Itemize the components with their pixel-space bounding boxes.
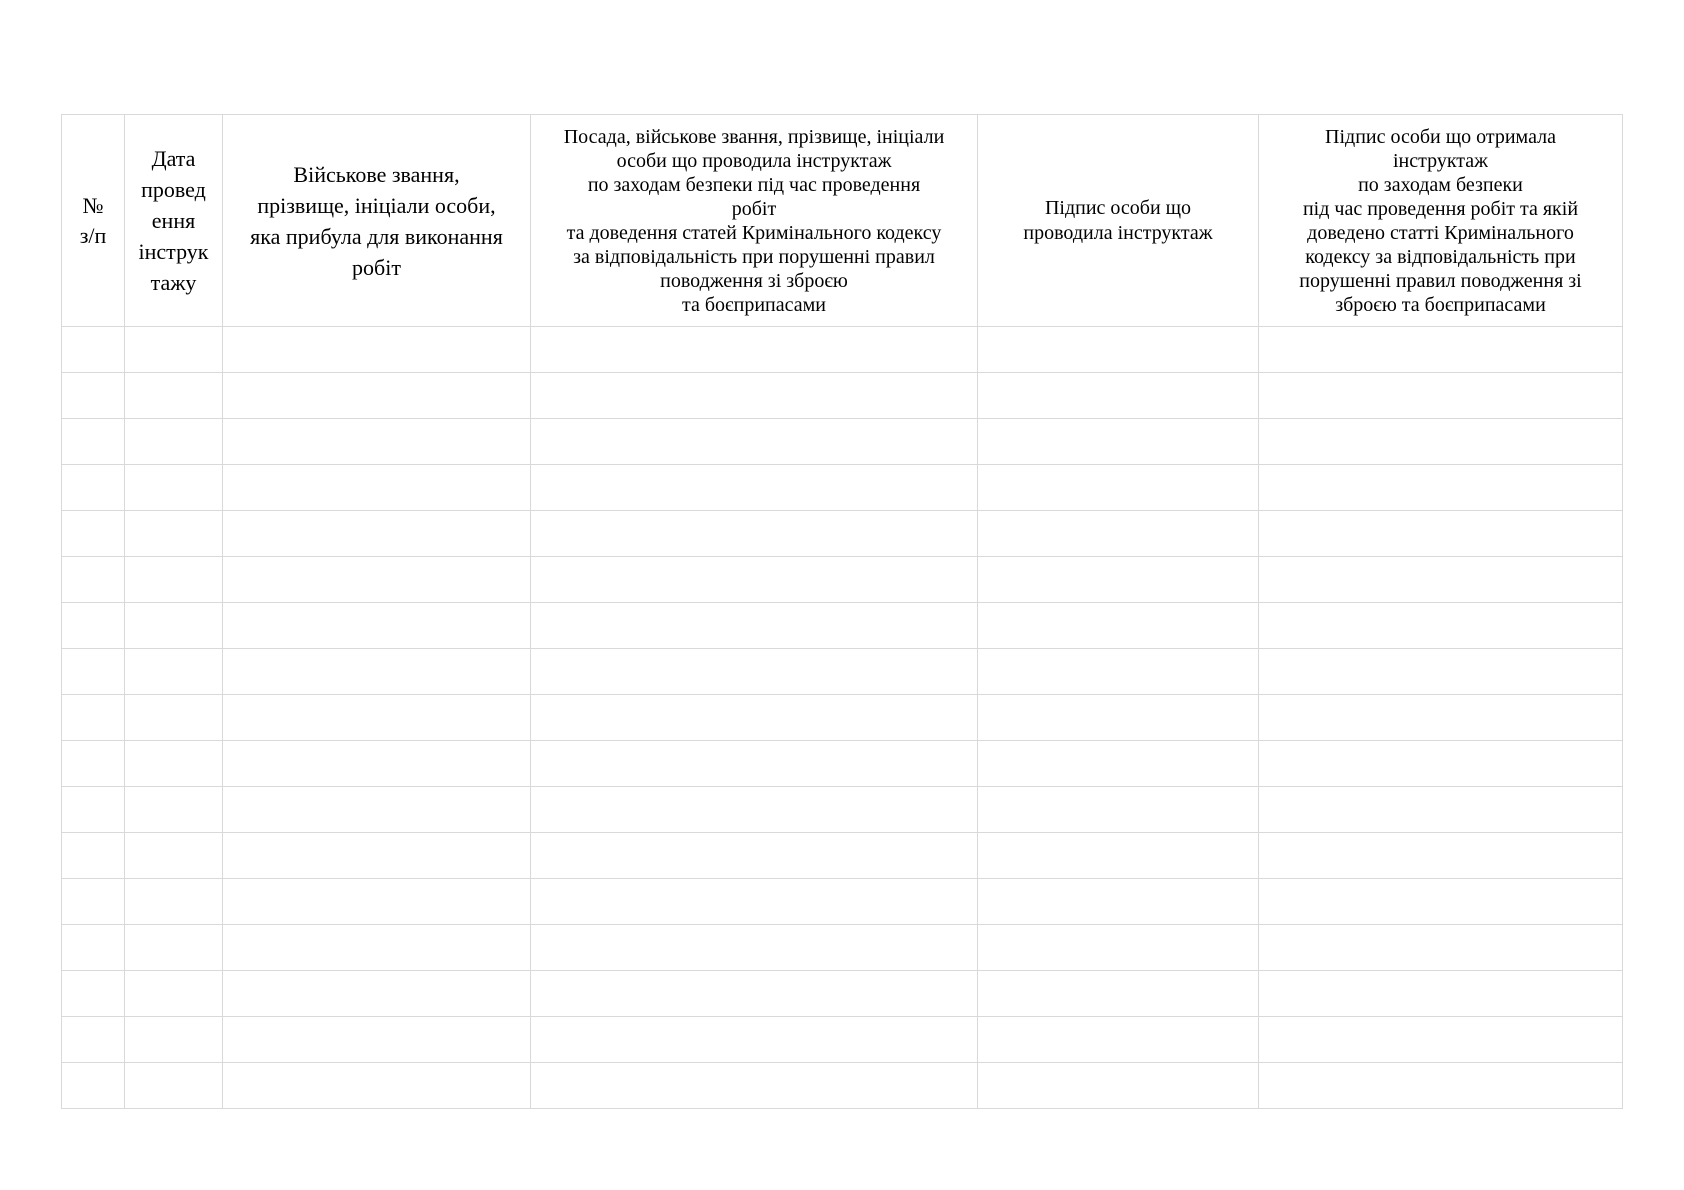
cell-instructor-signature: [978, 465, 1259, 511]
cell-number: [62, 925, 125, 971]
cell-date: [125, 373, 223, 419]
cell-instructor-position: [531, 879, 978, 925]
cell-instructor-signature: [978, 511, 1259, 557]
cell-recipient-signature: [1259, 695, 1623, 741]
table-row: [62, 649, 1623, 695]
cell-instructor-signature: [978, 327, 1259, 373]
cell-number: [62, 695, 125, 741]
cell-number: [62, 419, 125, 465]
cell-date: [125, 511, 223, 557]
cell-date: [125, 787, 223, 833]
cell-instructor-position: [531, 971, 978, 1017]
cell-instructor-position: [531, 465, 978, 511]
table-row: [62, 695, 1623, 741]
cell-instructor-signature: [978, 373, 1259, 419]
cell-instructor-signature: [978, 695, 1259, 741]
cell-rank-name: [223, 557, 531, 603]
cell-rank-name: [223, 649, 531, 695]
cell-date: [125, 1063, 223, 1109]
cell-rank-name: [223, 695, 531, 741]
cell-instructor-signature: [978, 787, 1259, 833]
instruction-journal-table: [61, 114, 1623, 1109]
cell-recipient-signature: [1259, 465, 1623, 511]
cell-number: [62, 465, 125, 511]
cell-recipient-signature: [1259, 787, 1623, 833]
cell-instructor-position: [531, 833, 978, 879]
cell-recipient-signature: [1259, 879, 1623, 925]
header-rank-name: Військове звання, прізвище, ініціали особи, яка прибула для виконання робіт: [223, 115, 531, 327]
cell-rank-name: [223, 419, 531, 465]
cell-date: [125, 879, 223, 925]
table-row: [62, 1063, 1623, 1109]
cell-instructor-position: [531, 419, 978, 465]
cell-instructor-signature: [978, 1017, 1259, 1063]
cell-date: [125, 603, 223, 649]
cell-instructor-position: [531, 603, 978, 649]
cell-instructor-signature: [978, 649, 1259, 695]
table-body: [62, 327, 1623, 1109]
cell-instructor-signature: [978, 879, 1259, 925]
cell-recipient-signature: [1259, 1063, 1623, 1109]
cell-instructor-signature: [978, 1063, 1259, 1109]
cell-instructor-position: [531, 327, 978, 373]
cell-recipient-signature: [1259, 557, 1623, 603]
cell-recipient-signature: [1259, 603, 1623, 649]
cell-recipient-signature: [1259, 419, 1623, 465]
cell-instructor-position: [531, 695, 978, 741]
cell-number: [62, 879, 125, 925]
cell-instructor-position: [531, 1017, 978, 1063]
cell-instructor-position: [531, 511, 978, 557]
cell-rank-name: [223, 741, 531, 787]
table-header: [62, 115, 1623, 327]
cell-rank-name: [223, 1017, 531, 1063]
cell-number: [62, 373, 125, 419]
cell-recipient-signature: [1259, 971, 1623, 1017]
cell-number: [62, 649, 125, 695]
cell-recipient-signature: [1259, 511, 1623, 557]
cell-number: [62, 557, 125, 603]
cell-rank-name: [223, 465, 531, 511]
cell-number: [62, 1063, 125, 1109]
header-date: Дата провед ення інструк тажу: [125, 115, 223, 327]
cell-rank-name: [223, 603, 531, 649]
table-row: [62, 1017, 1623, 1063]
cell-rank-name: [223, 1063, 531, 1109]
table-row: [62, 971, 1623, 1017]
cell-rank-name: [223, 327, 531, 373]
table-row: [62, 511, 1623, 557]
cell-date: [125, 1017, 223, 1063]
table-row: [62, 373, 1623, 419]
table-row: [62, 557, 1623, 603]
cell-instructor-position: [531, 787, 978, 833]
cell-number: [62, 971, 125, 1017]
cell-rank-name: [223, 373, 531, 419]
table-row: [62, 603, 1623, 649]
cell-number: [62, 1017, 125, 1063]
table-row: [62, 741, 1623, 787]
cell-date: [125, 465, 223, 511]
header-instructor-position: Посада, військове звання, прізвище, ініціали особи що проводила інструктаж по заходам безпеки під час проведення робіт та доведення статей Кримінального кодексу за відповідальність при порушенні правил поводження зі зброєю та боєприпасами: [531, 115, 978, 327]
cell-recipient-signature: [1259, 649, 1623, 695]
cell-date: [125, 327, 223, 373]
cell-recipient-signature: [1259, 327, 1623, 373]
cell-instructor-signature: [978, 419, 1259, 465]
cell-rank-name: [223, 787, 531, 833]
cell-number: [62, 741, 125, 787]
cell-rank-name: [223, 925, 531, 971]
cell-number: [62, 833, 125, 879]
cell-instructor-signature: [978, 925, 1259, 971]
header-row: [62, 115, 1623, 327]
cell-date: [125, 557, 223, 603]
cell-date: [125, 925, 223, 971]
cell-instructor-position: [531, 925, 978, 971]
cell-number: [62, 787, 125, 833]
cell-number: [62, 327, 125, 373]
cell-rank-name: [223, 511, 531, 557]
cell-recipient-signature: [1259, 1017, 1623, 1063]
cell-instructor-signature: [978, 557, 1259, 603]
cell-instructor-signature: [978, 603, 1259, 649]
table-row: [62, 925, 1623, 971]
cell-date: [125, 649, 223, 695]
cell-instructor-position: [531, 1063, 978, 1109]
table-row: [62, 419, 1623, 465]
cell-rank-name: [223, 879, 531, 925]
cell-recipient-signature: [1259, 833, 1623, 879]
header-number: № з/п: [62, 115, 125, 327]
cell-instructor-position: [531, 649, 978, 695]
journal-sheet: [61, 114, 1623, 1109]
cell-instructor-position: [531, 741, 978, 787]
cell-date: [125, 741, 223, 787]
cell-rank-name: [223, 833, 531, 879]
cell-recipient-signature: [1259, 925, 1623, 971]
header-recipient-signature: Підпис особи що отримала інструктаж по заходам безпеки під час проведення робіт та якій доведено статті Кримінального кодексу за відповідальність при порушенні правил поводження зі зброєю та боєприпасами: [1259, 115, 1623, 327]
cell-number: [62, 603, 125, 649]
table-row: [62, 833, 1623, 879]
cell-rank-name: [223, 971, 531, 1017]
table-row: [62, 465, 1623, 511]
cell-instructor-position: [531, 373, 978, 419]
cell-instructor-signature: [978, 833, 1259, 879]
cell-instructor-signature: [978, 741, 1259, 787]
cell-instructor-position: [531, 557, 978, 603]
cell-number: [62, 511, 125, 557]
cell-instructor-signature: [978, 971, 1259, 1017]
table-row: [62, 787, 1623, 833]
table-row: [62, 879, 1623, 925]
cell-recipient-signature: [1259, 373, 1623, 419]
cell-recipient-signature: [1259, 741, 1623, 787]
cell-date: [125, 419, 223, 465]
cell-date: [125, 695, 223, 741]
table-row: [62, 327, 1623, 373]
header-instructor-signature: Підпис особи що проводила інструктаж: [978, 115, 1259, 327]
cell-date: [125, 833, 223, 879]
cell-date: [125, 971, 223, 1017]
